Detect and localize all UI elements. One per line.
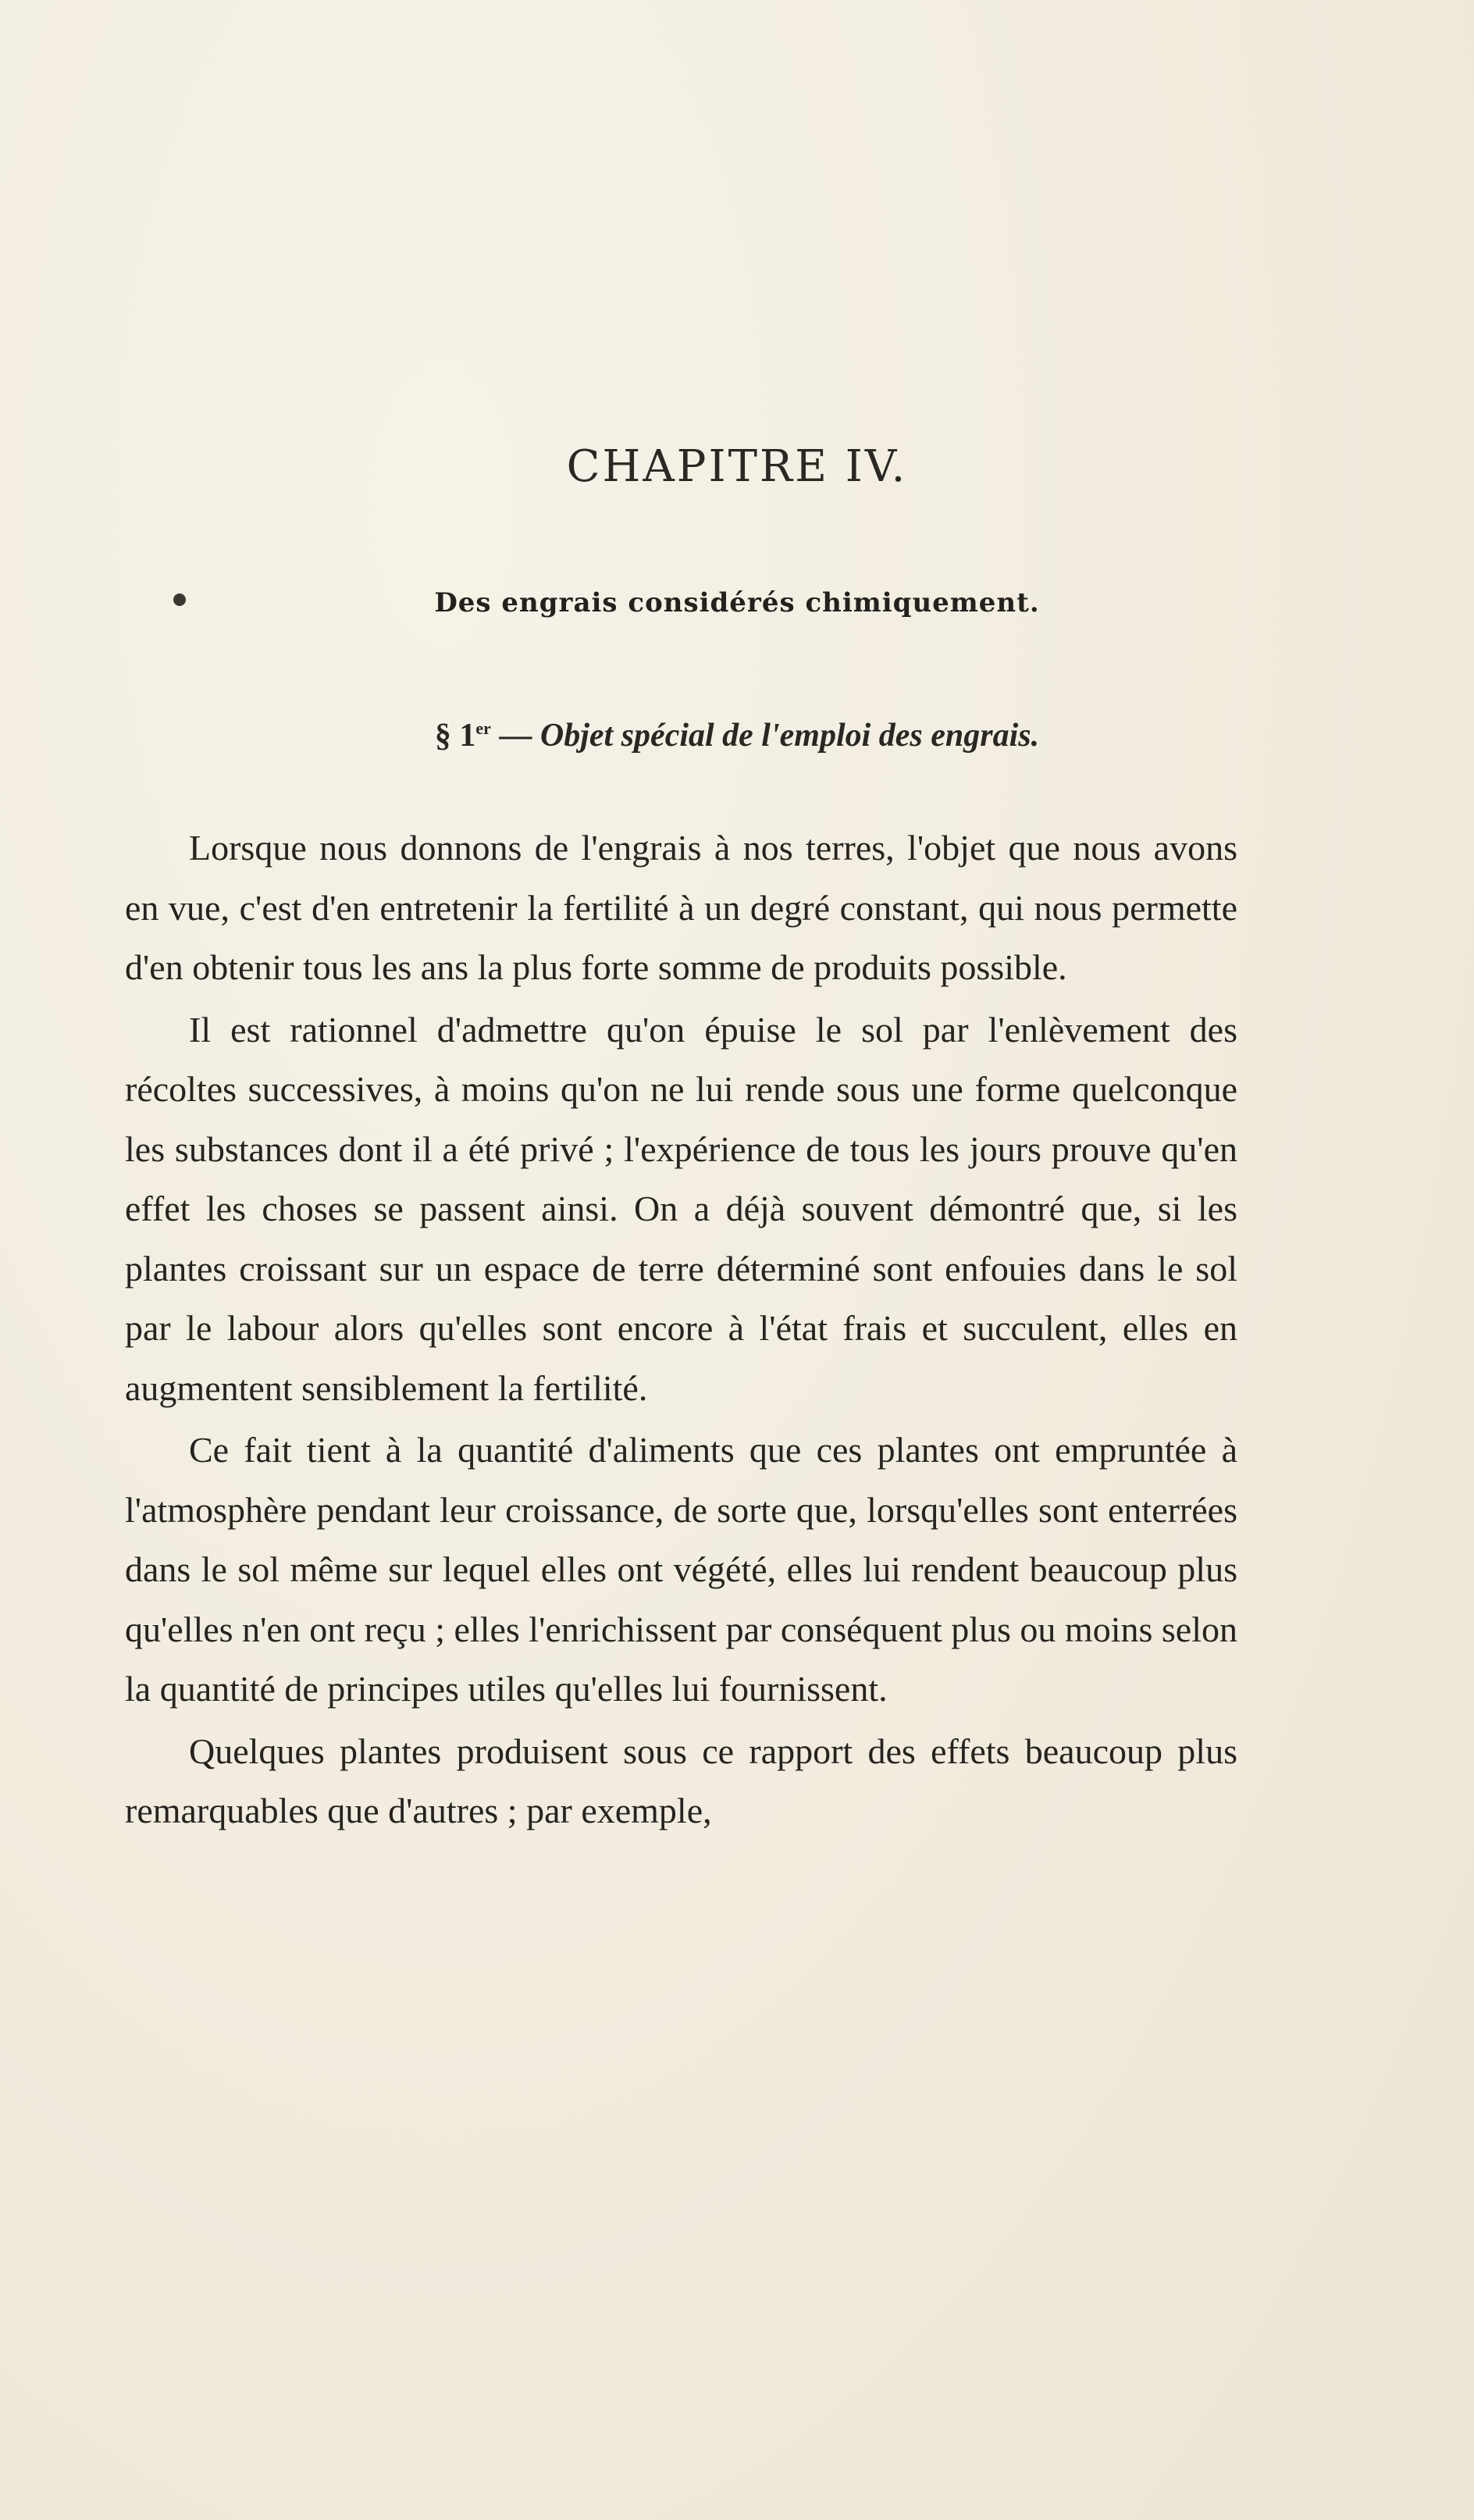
section-title xyxy=(0,717,1474,754)
section-number: § 1er xyxy=(434,718,491,754)
body-text xyxy=(125,818,1237,1841)
paragraph: Il est rationnel d'admettre qu'on épuise le sol par l'enlèvement des récoltes successives, à moins qu'on ne lui rende sous une forme quelconque les substances dont il a été privé ; l'expérience de tous les jours prouve qu'en effet les choses se passent ainsi. On a déjà souvent démontré que, si les plantes croissant sur un espace de terre déterminé sont enfouies dans le sol par le labour alors qu'elles sont encore à l'état frais et succulent, elles en augmentent sensiblement la fertilité. xyxy=(125,1009,1237,1408)
chapter-title: CHAPITRE IV. xyxy=(566,441,908,492)
paragraph: Ce fait tient à la quantité d'aliments que ces plantes ont empruntée à l'atmosphère pendant leur croissance, de sorte que, lorsqu'elles sont enterrées dans le sol même sur lequel elles ont végété, elles lui rendent beaucoup plus qu'elles n'en ont reçu ; elles l'enrichissent par conséquent plus ou moins selon la quantité de principes utiles qu'elles lui fournissent. xyxy=(125,1430,1237,1709)
chapter-subtitle: Des engrais considérés chimiquement. xyxy=(434,587,1040,618)
section-separator: — xyxy=(490,718,540,754)
section-title-text: Objet spécial de l'emploi des engrais. xyxy=(539,718,1040,754)
section-number-sup: er xyxy=(475,718,491,738)
paragraph: Quelques plantes produisent sous ce rapport des effets beaucoup plus remarquables que d'autres ; par exemple, xyxy=(125,1730,1237,1830)
paragraph: Lorsque nous donnons de l'engrais à nos terres, l'objet que nous avons en vue, c'est d'en entretenir la fertilité à un degré constant, qui nous permette d'en obtenir tous les ans la plus forte somme de produits possible. xyxy=(125,828,1237,987)
